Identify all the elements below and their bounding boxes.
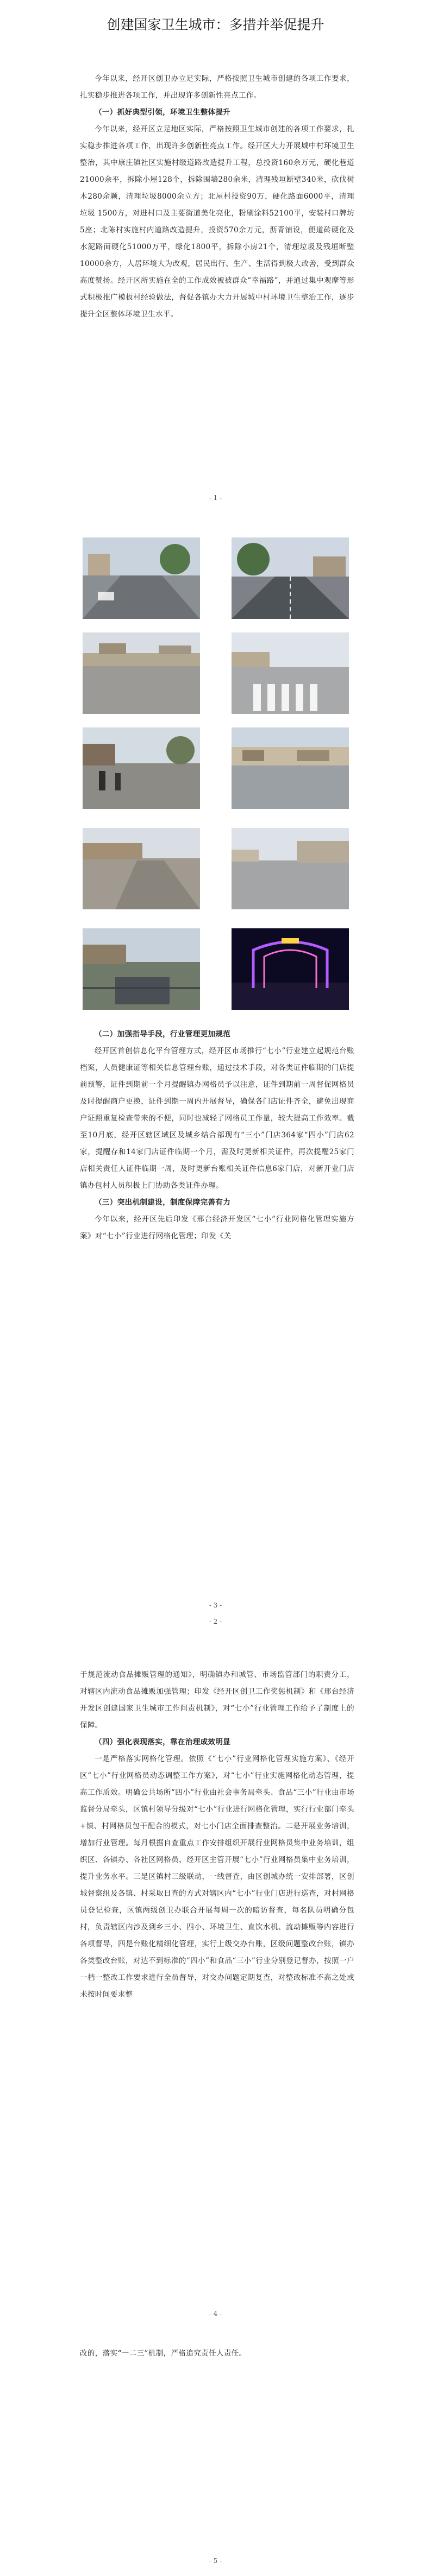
road-photo-8 bbox=[232, 828, 349, 909]
document-page-1 bbox=[0, 0, 431, 510]
section4-body: 一是严格落实网格化管理。依照《“七小”行业网格化管理实施方案》、《经开区“七小”行业网格员动态调整工作方案》，对“七小”行业实施网格化动态管理，提高工作质效。明确公共场所“四小”行业由社会事务局牵头、食品“三小”行业由市场监督分局牵头，区镇村领导分级对“七小”行业进行网格化管理，实行行业部门牵头+镇、村网格员包干配合的模式，对七小门店全面排查整治。二是开展业务培训，增加行业管理。每月根据自查重点工作安排组织开展行业网格员集中业务培训，组织区、各镇办、各社区网格员、经开区主管开展“七小”行业网格员集中业务培训，提升业务水平。三是区镇村三级联动，一线督查，由区创城办统一安排部署，区创城督察组及各镇、村采取日查的方式对辖区内“七小”行业门店进行巡查，对村网格员登记检查，区镇两级创卫办联合开展每周一次的暗访督查，每名队员明确分包村，负责辖区内沙及到乡三小、四小、环境卫生、直饮水机、流动摊贩等内容进行各项督导，四是台账化精细化管理，实行上级交办台账，区级问题整改台账，镇办各类整改台账，对达不到标准的“四小”和食品“三小”行业分别登记督办，按照一户一档一整改工作要求进行全员督导，对交办问题定期复查，对整改标准不高之处或未按时间要求整 bbox=[80, 1755, 354, 1999]
section1-heading: （一）抓好典型引领，环境卫生整体提升 bbox=[95, 108, 231, 117]
section4-heading: （四）强化表现落实，靠在治理成效明显 bbox=[95, 1738, 231, 1746]
page-title: 创建国家卫生城市：多措并举促提升 bbox=[107, 17, 324, 33]
page-number: - 2 - bbox=[209, 1618, 222, 1625]
section2-heading: （二）加强指导手段，行业管理更加规范 bbox=[95, 1030, 231, 1039]
document-page-3 bbox=[0, 1602, 431, 2576]
section2-body: 经开区首创信息化平台管理方式，经开区市场推行“七小”行业建立起规范台账档案，人员健康证等相关信息管理台账，通过技术手段，对各类证件临期的门店提前预警，证件到期前一个月提醒镇办网格员予以注意，证件到期前一周督促网格员及时提醒商户更换，证件到期一周内开展督导，确保各门店证件齐全，避免出现商户证照重复检查带来的不便，同时也减轻了网格员工作量，较大提高工作效率。截至10月底，经开区辖区域区及城乡结合部现有“三小”门店364家“四小”门店62家，提醒存和14家门店证件临期一个月，需及时更新相关证件，再次提醒25家门店相关责任人证件临期一周，及时更新台账相关证件信息6家门店，对新开业门店镇办包村人员积极上门协助各类证件办理。 bbox=[80, 1047, 354, 1190]
section3-heading: （三）突出机制建设，制度保障完善有力 bbox=[95, 1198, 231, 1207]
road-photo-4 bbox=[232, 632, 349, 714]
section4-body-end: 改的，落实“一二三”机制，严格追究责任人责任。 bbox=[80, 2349, 247, 2358]
page-number: - 1 - bbox=[209, 494, 222, 502]
section1-body: 今年以来，经开区立足地区实际，严格按照卫生城市创建的各项工作要求，扎实稳步推进各项工作，出现许多创新性亮点工作。经开区大力开展城中村环境卫生整治，其中康庄镇社区实施村级道路改造提升工程，总投资160余万元，硬化巷道21000余平，拆除小屋128个，拆除围墙280余米，清理残垣断壁340米，砍伐树木280余颗，清理垃圾8000余立方；北屋村投资90万，硬化路面6000平，清理垃圾 1500方，对进村口及主要街道美化亮化，粉刷涂料52100平，安装村口牌坊5座；北陈村实施村内道路改造提升，投资570余万元，沥青铺设，便道砖硬化及水泥路面硬化51000万平，绿化1800平，拆除小房21个，清理垃圾及残垣断壁10000余方，人居环境大为改观，居民出行、生产、生活得到极大改善，受到群众高度赞扬。经开区所实施在全的工作成效被被群众“幸福路”，并通过集中观摩等形式积极推广模板村经验做法，督促各镇办大力开展城中村环境卫生整治工作，逐步提升全区整体环境卫生水平。 bbox=[80, 125, 354, 319]
page-number: - 4 - bbox=[209, 2310, 222, 2318]
section3-body: 今年以来，经开区先后印发《邢台经济开发区“七小”行业网格化管理实施方案》对“七小”行业进行网格化管理；印发《关 bbox=[80, 1215, 354, 1240]
road-photo-9 bbox=[83, 928, 200, 1010]
footer-page-number: - 5 - bbox=[209, 2557, 222, 2565]
road-photo-6 bbox=[232, 727, 349, 809]
intro-paragraph: 今年以来，经开区创卫办立足实际，严格按照卫生城市创建的各项工作要求，扎实稳步推进各项工作，并出现许多创新性亮点工作。 bbox=[80, 74, 354, 100]
road-photo-5 bbox=[83, 727, 200, 809]
road-photo-7 bbox=[83, 828, 200, 909]
page-number-top: - 3 - bbox=[209, 1602, 222, 1609]
continuation-paragraph: 于规范流动食品摊贩管理的通知》，明确镇办和城管、市场监管部门的职责分工，对辖区内流动食品摊贩加强管理；印发《经开区创卫工作奖惩机制》和《邢台经济开发区创建国家卫生城市工作问责机制》，对“七小”行业管理工作给予了制度上的保障。 bbox=[80, 1670, 354, 1730]
road-photo-3 bbox=[83, 632, 200, 714]
page4-text bbox=[80, 2345, 354, 2362]
road-photo-2 bbox=[232, 537, 349, 619]
page1-text bbox=[80, 71, 354, 323]
page2-text bbox=[80, 1026, 354, 1245]
document-page-2 bbox=[0, 510, 431, 1634]
night-gate-photo bbox=[232, 928, 349, 1010]
page3-text bbox=[80, 1667, 354, 2003]
road-photo-1 bbox=[83, 537, 200, 619]
